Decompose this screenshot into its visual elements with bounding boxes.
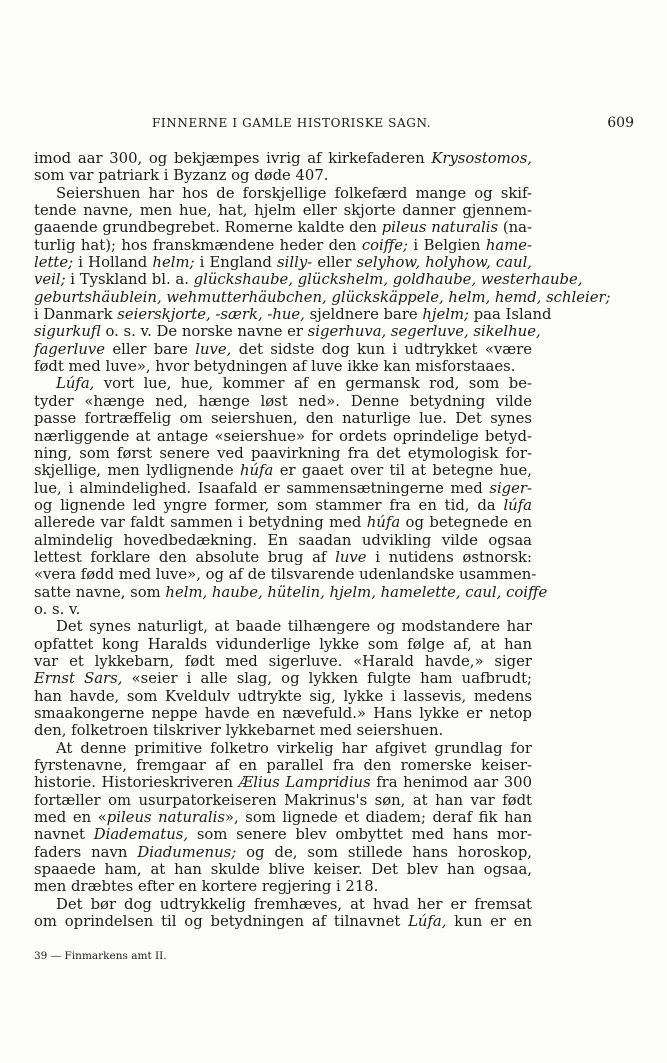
text-line: turlig hat); hos franskmændene heder den coiffe; i Belgien hame- <box>34 236 532 254</box>
text-line: veil; i Tyskland bl. a. glückshaube, glückshelm, goldhaube, westerhaube, <box>34 271 583 289</box>
text-line: navnet Diadematus, som senere blev ombyttet med hans mor- <box>34 826 533 844</box>
body-text <box>34 150 611 931</box>
text-line: skjellige, men lydlignende húfa er gaaet over til at betegne hue, <box>34 462 532 480</box>
text-line: faders navn Diadumenus; og de, som stillede hans horoskop, <box>34 843 532 861</box>
text-line: geburtshäublein, wehmutterhäubchen, glückskäppele, helm, hemd, schleier; <box>34 288 611 306</box>
running-title: FINNERNE I GAMLE HISTORISKE SAGN. <box>152 116 432 130</box>
text-line: gaaende grundbegrebet. Romerne kaldte den pileus naturalis (na- <box>34 219 533 237</box>
text-line: o. s. v. <box>34 600 81 618</box>
text-line: og lignende led yngre former, som stammer fra en tid, da lúfa <box>34 496 532 514</box>
text-line: som var patriark i Byzanz og døde 407. <box>34 167 329 185</box>
text-line: «vera fødd med luve», og af de tilsvarende udenlandske usammen- <box>34 566 537 584</box>
text-line: Seiershuen har hos de forskjellige folkefærd mange og skif- <box>56 184 532 202</box>
text-line: men dræbtes efter en kortere regjering i 218. <box>34 878 379 896</box>
text-line: med en «pileus naturalis», som lignede et diadem; deraf fik han <box>34 809 532 827</box>
page-number: 609 <box>607 115 634 131</box>
text-line: historie. Historieskriveren Ælius Lampridius fra henimod aar 300 <box>34 774 533 792</box>
text-line: passe fortræffelig om seiershuen, den naturlige lue. Det synes <box>34 410 532 428</box>
text-line: Lúfa, vort lue, hue, kommer af en germansk rod, som be- <box>56 375 532 393</box>
text-line: i Danmark seierskjorte, -særk, -hue, sjeldnere bare hjelm; paa Island <box>34 306 552 324</box>
text-line: lue, i almindelighed. Isaafald er sammensætningerne med siger- <box>34 479 532 497</box>
text-line: tende navne, men hue, hat, hjelm eller skjorte danner gjennem- <box>34 202 532 220</box>
text-line: var et lykkebarn, født med sigerluve. «Harald havde,» siger <box>34 652 532 670</box>
text-line: spaaede ham, at han skulde blive keiser. Det blev han ogsaa, <box>34 861 532 879</box>
text-line: Det synes naturligt, at baade tilhængere og modstandere har <box>56 618 532 636</box>
text-line: fortæller om usurpatorkeiseren Makrinus's søn, at han var født <box>34 791 532 809</box>
text-line: Ernst Sars, «seier i alle slag, og lykken fulgte ham uafbrudt; <box>34 670 532 688</box>
text-line: nærliggende at antage «seiershue» for ordets oprindelige betyd- <box>34 427 532 445</box>
text-line: imod aar 300, og bekjæmpes ivrig af kirkefaderen Krysostomos, <box>34 150 532 167</box>
text-line: opfattet kong Haralds vidunderlige lykke som følge af, at han <box>34 635 532 653</box>
text-line: almindelig hovedbedækning. En saadan udvikling vilde ogsaa <box>34 531 532 549</box>
text-line: Det bør dog udtrykkelig fremhæves, at hvad her er fremsat <box>56 895 532 913</box>
page-header <box>152 115 634 131</box>
text-line: tyder «hænge ned, hænge løst ned». Denne betydning vilde <box>34 392 532 410</box>
text-line: den, folketroen tilskriver lykkebarnet med seiershuen. <box>34 722 444 740</box>
text-line: ning, som først senere ved paavirkning fra det etymologisk for- <box>34 444 532 462</box>
text-line: smaakongerne neppe havde en nævefuld.» Hans lykke er netop <box>34 705 532 722</box>
text-line: lettest forklare den absolute brug af luve i nutidens østnorsk: <box>34 548 532 566</box>
text-line: han havde, som Kveldulv udtrykte sig, lykke i lassevis, medens <box>34 687 532 705</box>
text-line: fyrstenavne, fremgaar af en parallel fra den romerske keiser- <box>34 757 532 775</box>
text-line: sigurkufl o. s. v. De norske navne er sigerhuva, segerluve, sikelhue, <box>34 323 541 341</box>
text-line: satte navne, som helm, haube, hütelin, hjelm, hamelette, caul, coiffe <box>34 583 548 601</box>
text-line: fagerluve eller bare luve, det sidste dog kun i udtrykket «være <box>34 340 532 358</box>
text-line: allerede var faldt sammen i betydning med húfa og betegnede en <box>34 514 532 532</box>
text-line: lette; i Holland helm; i England silly- eller selyhow, holyhow, caul, <box>34 254 533 272</box>
text-line: født med luve», hvor betydningen af luve ikke kan misforstaaes. <box>34 358 516 376</box>
signature-mark: 39 — Finmarkens amt II. <box>34 950 167 962</box>
text-line: om oprindelsen til og betydningen af tilnavnet Lúfa, kun er en <box>34 913 532 931</box>
text-line: At denne primitive folketro virkelig har afgivet grundlag for <box>56 739 532 757</box>
